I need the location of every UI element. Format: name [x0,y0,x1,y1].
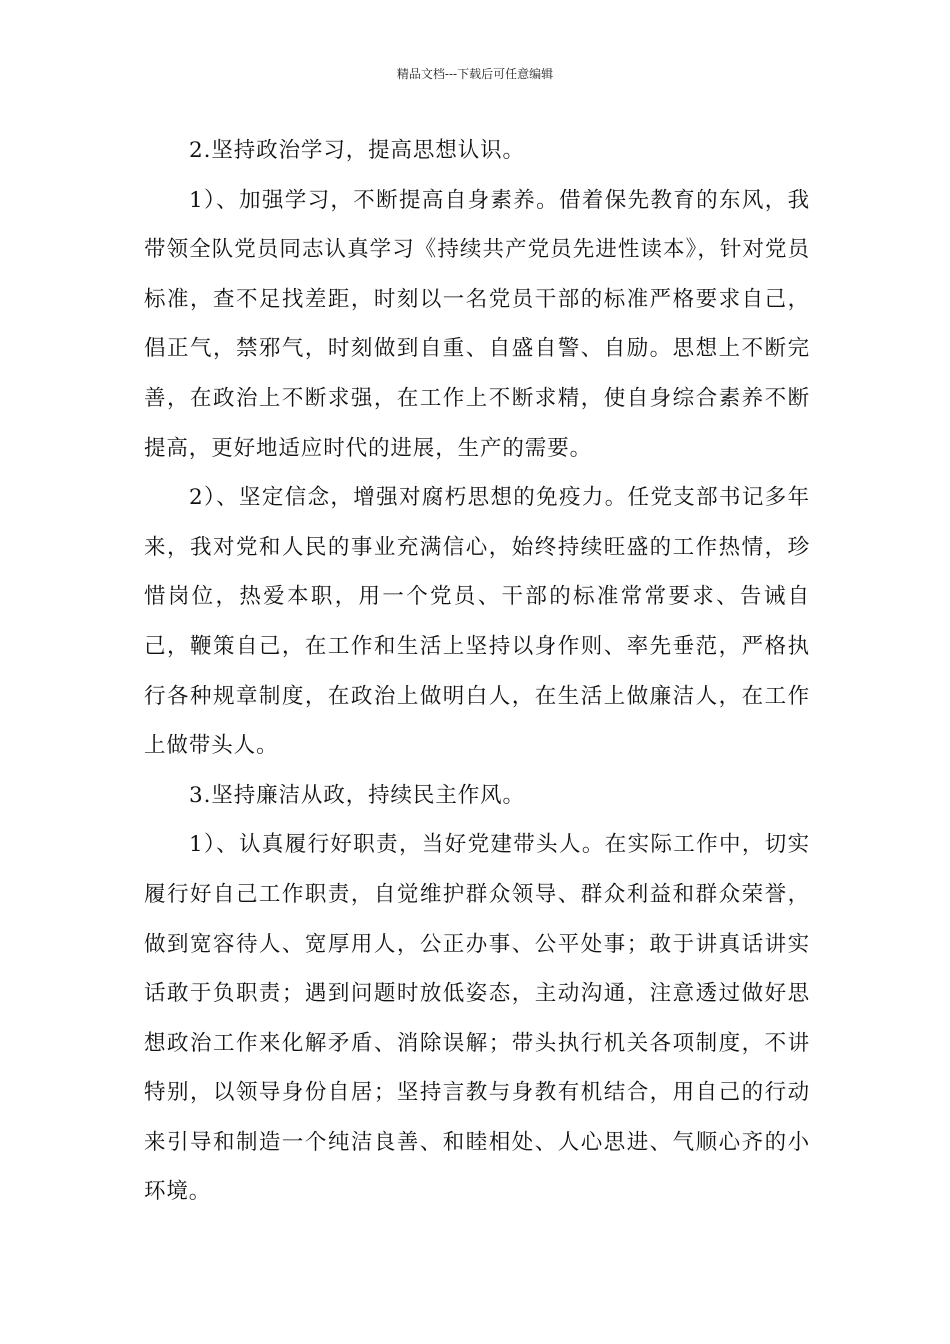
paragraph-2-1: 1）、加强学习，不断提高自身素养。借着保先教育的东风，我带领全队党员同志认真学习《持续共产党员先进性读本》，针对党员标准，查不足找差距，时刻以一名党员干部的标准严格要求自己，倡正气，禁邪气，时刻做到自重、自盛自警、自励。思想上不断完善，在政治上不断求强，在工作上不断求精，使自身综合素养不断提高，更好地适应时代的进展，生产的需要。 [144,187,810,461]
paragraph-2-2: 2）、坚定信念，增强对腐朽思想的免疫力。任党支部书记多年来，我对党和人民的事业充满信心，始终持续旺盛的工作热情，珍惜岗位，热爱本职，用一个党员、干部的标准常常要求、告诫自己，鞭策自己，在工作和生活上坚持以身作则、率先垂范，严格执行各种规章制度，在政治上做明白人，在生活上做廉洁人，在工作上做带头人。 [144,485,810,759]
section-heading-3: 3.坚持廉洁从政，持续民主作风。 [189,782,525,808]
section-heading-2: 2.坚持政治学习，提高思想认识。 [189,138,525,163]
paragraph-3-1: 1）、认真履行好职责，当好党建带头人。在实际工作中，切实履行好自己工作职责，自觉维护群众领导、群众利益和群众荣誉，做到宽容待人、宽厚用人，公正办事、公平处事；敢于讲真话讲实话敢于负职责；遇到问题时放低姿态，主动沟通，注意透过做好思想政治工作来化解矛盾、消除误解；带头执行机关各项制度，不讲特别，以领导身份自居；坚持言教与身教有机结合，用自己的行动来引导和制造一个纯洁良善、和睦相处、人心思进、气顺心齐的小环境。 [144,832,810,1205]
document-body [144,126,810,1217]
page-header: 精品文档---下载后可任意编辑 [396,67,554,81]
